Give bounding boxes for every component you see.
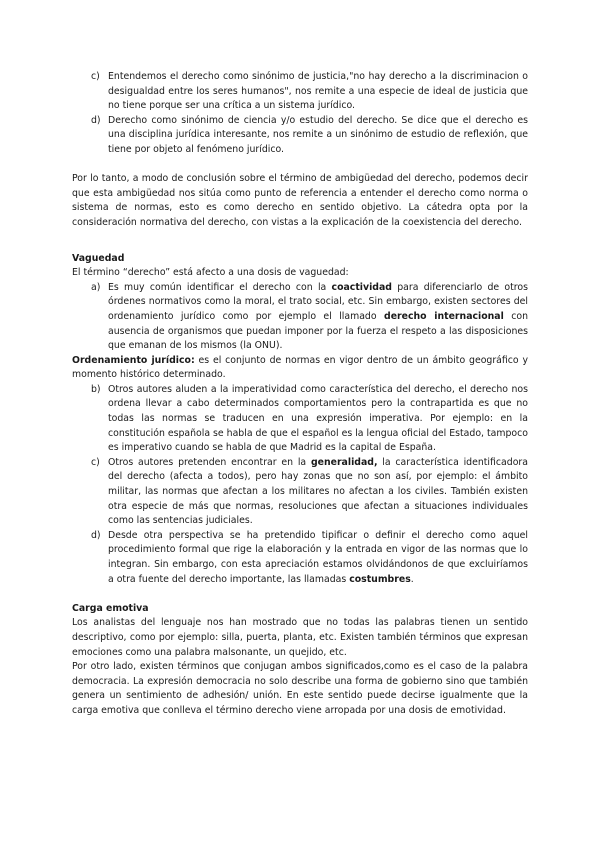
item-c-text-1: Otros autores pretenden encontrar en la xyxy=(108,456,311,468)
item-d-text-2: . xyxy=(410,573,414,585)
vaguedad-item-c xyxy=(72,456,528,529)
derecho-internacional-term: derecho internacional xyxy=(384,310,504,322)
ordenamiento-term: Ordenamiento jurídico: xyxy=(72,354,195,366)
item-a-text-1: Es muy común identificar el derecho con la xyxy=(108,281,332,293)
coactividad-term: coactividad xyxy=(331,281,392,293)
document-page xyxy=(72,70,528,719)
list-marker: d) xyxy=(91,114,101,126)
list-marker: c) xyxy=(91,71,100,82)
list-item-text: Derecho como sinónimo de ciencia y/o estudio del derecho. Se dice que el derecho es una disciplina jurídica interesante, nos remite a un sinónimo de estudio de reflexión, que tiene por objeto al fenómeno jurídico. xyxy=(108,114,528,155)
vaguedad-heading: Vaguedad xyxy=(72,252,125,264)
carga-emotiva-heading: Carga emotiva xyxy=(72,602,149,614)
costumbres-term: costumbres xyxy=(349,573,411,585)
vaguedad-list-continued xyxy=(72,383,528,587)
vaguedad-item-a xyxy=(72,281,528,354)
item-d-text-1: Desde otra perspectiva se ha pretendido tipificar o definir el derecho como aquel procedimiento formal que rige la elaboración y la entrada en vigor de las normas que lo integran. Sin embargo, con esta apreciación estamos olvidándonos de que excluiríamos a otra fuente del derecho importante, las llamadas xyxy=(108,529,528,585)
list-marker: d) xyxy=(91,529,101,541)
meaning-list xyxy=(72,70,528,158)
ordenamiento-text: es el conjunto de normas en vigor dentro de un ámbito geográfico y momento histórico determinado. xyxy=(72,354,529,381)
list-item-text: Entendemos el derecho como sinónimo de justicia,"no hay derecho a la discriminacion o desigualdad entre los seres humanos", nos remite a una especie de ideal de justicia que no tiene porque ser una crítica a un sistema jurídico. xyxy=(108,71,528,112)
vaguedad-item-b xyxy=(72,383,528,456)
vaguedad-list xyxy=(72,281,528,354)
item-c-text-2: la característica identificadora del derecho (afecta a todos), pero hay zonas que no son así, por ejemplo: el ámbito militar, las normas que afectan a los militares no afectan a los civiles. También existen otra especie de más que normas, resoluciones que afectan a situaciones individuales como las sentencias judiciales. xyxy=(108,456,528,527)
vaguedad-item-d xyxy=(72,529,528,587)
list-marker: a) xyxy=(91,281,101,293)
generalidad-term: generalidad, xyxy=(310,456,378,468)
list-marker: b) xyxy=(91,383,101,395)
list-item-c xyxy=(72,70,528,114)
item-b-text: Otros autores aluden a la imperatividad como característica del derecho, el derecho nos ordena llevar a cabo determinados comportamientos pero la contrapartida es que no todas las normas se traducen en una expresión imperativa. Por ejemplo: en la constitución española se habla de que el español es la lengua oficial del Estado, tampoco es imperativo cuando se habla de que Madrid es la capital de España. xyxy=(108,383,528,454)
carga-paragraph-1: Los analistas del lenguaje nos han mostrado que no todas las palabras tienen un sentido descriptivo, como por ejemplo: silla, puerta, planta, etc. Existen también términos que expresan emociones como una palabra malsonante, un quejido, etc. xyxy=(72,617,528,658)
item-a-text-2: para diferenciarlo de otros órdenes normativos como la moral, el trato social, etc. Sin embargo, existen sectores del ordenamiento jurídico como por ejemplo el llamado xyxy=(108,281,529,322)
vaguedad-intro: El término “derecho” está afecto a una dosis de vaguedad: xyxy=(72,267,349,279)
carga-paragraph-2: Por otro lado, existen términos que conjugan ambos significados,como es el caso de la palabra democracia. La expresión democracia no solo describe una forma de gobierno sino que también genera un sentimiento de adhesión/ unión. En este sentido puede decirse igualmente que la carga emotiva que conlleva el término derecho viene arropada por una dosis de emotividad. xyxy=(72,661,528,716)
item-a-text-3: con ausencia de organismos que puedan imponer por la fuerza el respeto a las disposiciones que emanan de los mismos (la ONU). xyxy=(108,310,529,352)
ordenamiento-definition xyxy=(72,354,528,383)
list-marker: c) xyxy=(91,456,100,468)
conclusion-paragraph: Por lo tanto, a modo de conclusión sobre el término de ambigüedad del derecho, podemos decir que esta ambigüedad nos sitúa como punto de referencia a entender el derecho como norma o sistema de normas, esto es como derecho en sentido objetivo. La cátedra opta por la consideración normativa del derecho, con vistas a la explicación de la coexistencia del derecho. xyxy=(72,173,528,228)
list-item-d xyxy=(72,114,528,158)
